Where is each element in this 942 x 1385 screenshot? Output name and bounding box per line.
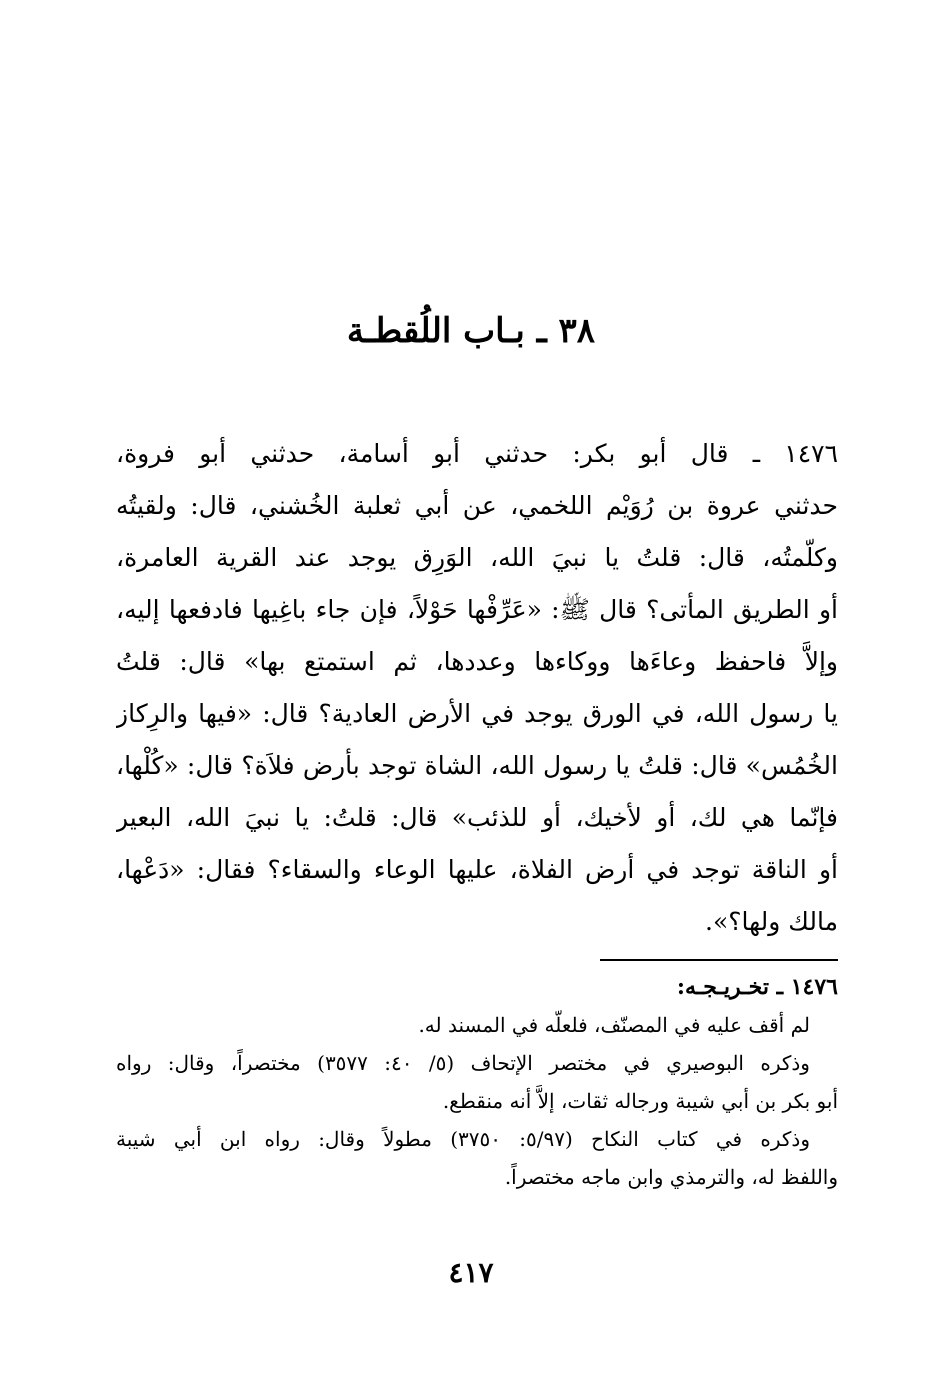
hadith-line: يا رسول الله، في الورق يوجد في الأرض العادية؟ قال: «فيها والرِكاز <box>116 699 838 728</box>
hadith-line: الخُمُس» قال: قلتُ يا رسول الله، الشاة توجد بأرض فلاَة؟ قال: «كُلْها، <box>116 751 838 780</box>
page-number: ٤١٧ <box>448 1256 494 1289</box>
hadith-line: حدثني عروة بن رُوَيْم اللخمي، عن أبي ثعلبة الخُشني، قال: ولقيتُه <box>116 491 838 520</box>
hadith-line: مالك ولها؟». <box>705 907 838 936</box>
hadith-line: ١٤٧٦ ـ قال أبو بكر: حدثني أبو أسامة، حدثني أبو فروة، <box>116 439 838 468</box>
hadith-line: فإنّما هي لك، أو لأخيك، أو للذئب» قال: قلتُ: يا نبيَ الله، البعير <box>116 803 838 832</box>
footnote-section <box>116 968 838 1196</box>
footnote-heading: ١٤٧٦ ـ تخـريـجـه: <box>676 974 838 1000</box>
hadith-text <box>116 428 838 948</box>
chapter-title: ٣٨ ـ بـاب اللُقطـة <box>346 311 596 351</box>
hadith-line: أو الطريق المأتى؟ قال ﷺ: «عَرِّفْها حَوْلاً، فإن جاء باغِيها فادفعها إليه، <box>116 595 838 624</box>
footnote-line: واللفظ له، والترمذي وابن ماجه مختصراً. <box>504 1165 838 1189</box>
hadith-line: وإلاَّ فاحفظ وعاءَها ووكاءها وعددها، ثم استمتع بها» قال: قلتُ <box>116 647 838 676</box>
footnote-line: وذكره البوصيري في مختصر الإتحاف (٥/ ٤٠: ٣٥٧٧) مختصراً، وقال: رواه <box>116 1051 810 1075</box>
footnote-line: أبو بكر بن أبي شيبة ورجاله ثقات، إلاَّ أنه منقطع. <box>442 1089 838 1113</box>
footnote-line: وذكره في كتاب النكاح (٥/٩٧: ٣٧٥٠) مطولاً وقال: رواه ابن أبي شيبة <box>116 1127 810 1151</box>
hadith-line: أو الناقة توجد في أرض الفلاة، عليها الوعاء والسقاء؟ فقال: «دَعْها، <box>116 855 838 884</box>
footnote-separator <box>600 959 838 961</box>
hadith-line: وكلّمتُه، قال: قلتُ يا نبيَ الله، الوَرِق يوجد عند القرية العامرة، <box>116 543 838 572</box>
footnote-line: لم أقف عليه في المصنّف، فلعلّه في المسند له. <box>418 1013 810 1037</box>
